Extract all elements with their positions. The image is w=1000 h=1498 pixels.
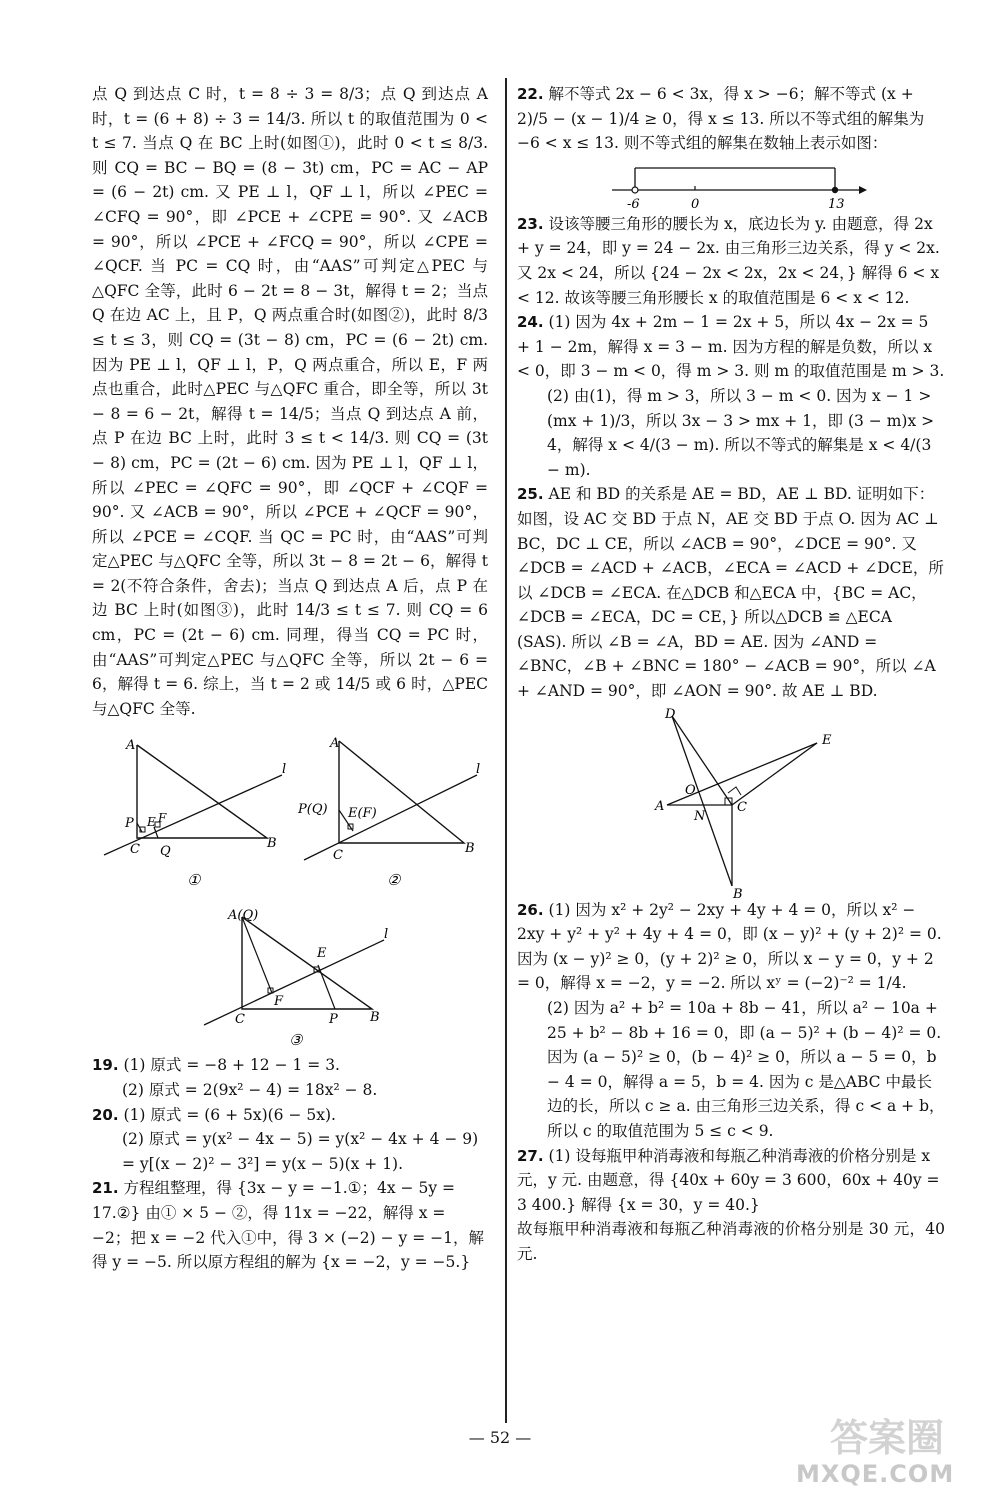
fig25-label-C: C	[737, 799, 747, 815]
fig1-label-C: C	[130, 842, 140, 858]
question-26-part1: (1) 因为 x² + 2y² − 2xy + 4y + 4 = 0，所以 x² − 2xy + y² + y² + 4y + 4 = 0，即 (x − y)² + (y + 2)² = 0. 因为 (x − y)² ≥ 0，(y + 2)² ≥ 0，所以 x − y = 0，y + 2 = 0，解得 x = −2，y = −2. 所以 xʸ = (−2)⁻² = 1/4.	[517, 900, 942, 993]
fig3-label-l: l	[384, 927, 389, 943]
question-22-text: 解不等式 2x − 6 < 3x，得 x > −6；解不等式 (x + 2)/5 − (x − 1)/4 ≥ 0，得 x ≤ 13. 所以不等式组的解集为 −6 < x ≤ 13. 则不等式组的解集在数轴上表示如图：	[517, 85, 925, 153]
fig3-line-l	[204, 940, 384, 1028]
fig3-label-E: E	[317, 946, 327, 962]
fig2-label-A: A	[330, 736, 340, 752]
question-26-part2: (2) 因为 a² + b² = 10a + 8b − 41，所以 a² − 10a + 25 + b² − 8b + 16 = 0，即 (a − 5)² + (b − 4)² = 0. 因为 (a − 5)² ≥ 0，(b − 4)² ≥ 0，所以 a − 5 = 0，b − 4 = 0，解得 a = 5，b = 4. 因为 c 是△ABC 中最长边的长，所以 c ≥ a. 由三角形三边关系，得 c < a + b，所以 c 的取值范围为 5 ≤ c < 9.	[547, 999, 945, 1140]
question-24	[517, 310, 945, 482]
watermark	[790, 1405, 980, 1490]
question-22-number: 22.	[517, 85, 544, 103]
figure-1-2-svg	[92, 735, 488, 895]
fig2-label-l: l	[476, 762, 481, 778]
question-20-number: 20.	[92, 1105, 119, 1124]
fig3-label-P: P	[329, 1012, 338, 1028]
number-line-figure	[517, 160, 945, 212]
fig1-label-F: F	[158, 811, 167, 826]
closed-circle-13	[832, 187, 838, 193]
fig25-label-N: N	[694, 808, 706, 824]
fig2-label-C: C	[333, 848, 343, 864]
fig1-caption: ①	[187, 871, 201, 890]
question-20-part1: (1) 原式 = (6 + 5x)(6 − 5x).	[123, 1105, 336, 1124]
tick-label-0: 0	[691, 196, 700, 212]
figure-25	[517, 708, 945, 898]
fig2-triangle	[339, 741, 464, 843]
question-24-part1: (1) 因为 4x + 2m − 1 = 2x + 5，所以 4x − 2x = 5 + 1 − 2m，解得 x = 3 − m. 因为方程的解是负数，所以 x < 0，即 3 − m < 0，得 m > 3. 则 m 的取值范围是 m > 3.	[517, 313, 945, 381]
question-23-number: 23.	[517, 214, 544, 233]
fig3-label-AQ: A(Q)	[228, 908, 259, 924]
number-line-svg	[517, 160, 945, 212]
question-19-number: 19.	[92, 1056, 119, 1075]
fig2-label-PQ: P(Q)	[298, 802, 328, 818]
tick-label-minus6: -6	[627, 196, 640, 212]
fig1-label-P: P	[125, 816, 134, 832]
question-27-number: 27.	[517, 1146, 544, 1165]
fig25-label-O: O	[685, 782, 696, 798]
fig2-line-l	[304, 775, 477, 860]
page-number: — 52 —	[468, 1428, 532, 1447]
watermark-logo: 答案圈	[830, 1416, 945, 1460]
question-24-part2: (2) 由(1)，得 m > 3，所以 3 − m < 0. 因为 x − 1 > (mx + 1)/3，所以 3x − 3 > mx + 1，即 (3 − m)x > 4，解得 x < 4/(3 − m). 所以不等式的解集是 x < 4/(3 − m).	[547, 386, 935, 479]
fig2-label-EF: E(F)	[348, 806, 377, 822]
figure-1	[104, 738, 286, 859]
fig1-label-B: B	[267, 836, 277, 852]
question-27-part1: (1) 设每瓶甲种消毒液和每瓶乙种消毒液的价格分别是 x 元，y 元. 由题意，得 {40x + 60y = 3 600，60x + 40y = 3 400.} 解得 {x = 30，y = 40.}	[517, 1146, 940, 1214]
right-column	[517, 82, 945, 1267]
question-19-part2: (2) 原式 = 2(9x² − 4) = 18x² − 8.	[122, 1081, 378, 1100]
fig25-segment-dc	[672, 716, 732, 805]
question-20	[92, 1103, 488, 1177]
question-25	[517, 482, 945, 703]
fig25-segment-db	[672, 716, 732, 886]
question-20-part2: (2) 原式 = y(x² − 4x − 5) = y(x² − 4x + 4 − 9) = y[(x − 2)² − 3²] = y(x − 5)(x + 1).	[122, 1130, 479, 1173]
column-divider	[505, 78, 507, 1423]
question-23	[517, 212, 945, 310]
figure-3-svg	[92, 905, 488, 1053]
fig3-label-B: B	[370, 1010, 380, 1026]
figures-1-2	[92, 735, 488, 895]
question-19-part1: (1) 原式 = −8 + 12 − 1 = 3.	[123, 1056, 340, 1075]
fig25-label-A: A	[655, 798, 665, 814]
fig2-caption: ②	[387, 871, 401, 890]
fig25-segment-ce	[732, 743, 817, 805]
fig25-label-E: E	[822, 732, 832, 748]
figure-25-svg	[517, 708, 945, 898]
question-25-number: 25.	[517, 485, 544, 504]
question-27-part2: 故每瓶甲种消毒液和每瓶乙种消毒液的价格分别是 30 元，40 元.	[517, 1220, 945, 1263]
figure-3	[92, 905, 488, 1053]
question-22	[517, 82, 945, 156]
number-line-arrow	[859, 186, 867, 194]
question-23-text: 设该等腰三角形的腰长为 x，底边长为 y. 由题意，得 2x + y = 24，即 y = 24 − 2x. 由三角形三边关系，得 y < 2x. 又 2x < 24，所以 {24 − 2x < 2x，2x < 24，} 解得 6 < x < 12. 故该等腰三角形腰长 x 的取值范围是 6 < x < 12.	[517, 214, 940, 307]
question-21-text: 方程组整理，得 {3x − y = −1.①；4x − 5y = 17.②} 由① × 5 − ②，得 11x = −22，解得 x = −2；把 x = −2 代入①中，得 3 × (−2) − y = −1，解得 y = −5. 所以原方程组的解为 {x = −2，y = −5.}	[92, 1179, 484, 1272]
question-19	[92, 1053, 488, 1102]
question-21	[92, 1176, 488, 1274]
fig1-triangle	[137, 745, 267, 838]
fig25-label-B: B	[733, 886, 743, 898]
left-column	[92, 82, 488, 1275]
question-26	[517, 898, 945, 1144]
question-24-number: 24.	[517, 313, 544, 332]
fig3-caption: ③	[289, 1031, 303, 1050]
tick-label-13: 13	[828, 196, 845, 212]
question-27	[517, 1144, 945, 1267]
question-26-number: 26.	[517, 900, 544, 919]
fig1-label-A: A	[126, 738, 136, 754]
figure-2	[297, 736, 480, 863]
fig2-label-B: B	[465, 841, 475, 857]
fig25-right-angle-dce	[728, 787, 741, 795]
fig3-triangle	[242, 917, 372, 1009]
solution-18-continued: 点 Q 到达点 C 时，t = 8 ÷ 3 = 8/3；点 Q 到达点 A 时，t = (6 + 8) ÷ 3 = 14/3. 所以 t 的取值范围为 0 < t ≤ 7. 当点 Q 在 BC 上时(如图①)，此时 0 < t ≤ 8/3. 则 CQ = BC − BQ = (8 − 3t) cm，PC = AC − AP = (6 − 2t) cm. 又 PE ⊥ l，QF ⊥ l，所以 ∠PEC = ∠CFQ = 90°，即 ∠PCE + ∠CPE = 90°. 又 ∠ACB = 90°，所以 ∠PCE + ∠FCQ = 90°，所以 ∠CPE = ∠QCF. 当 PC = CQ 时，由“AAS”可判定△PEC 与△QFC 全等，此时 6 − 2t = 8 − 3t，解得 t = 2；当点 Q 在边 AC 上，且 P，Q 两点重合时(如图②)，此时 8/3 ≤ t ≤ 3，则 CQ = (3t − 8) cm，PC = (6 − 2t) cm. 因为 PE ⊥ l，QF ⊥ l，P，Q 两点重合，所以 E，F 两点也重合，此时△PEC 与△QFC 重合，即全等，所以 3t − 8 = 6 − 2t，解得 t = 14/5；当点 Q 到达点 A 前，点 P 在边 BC 上时，此时 3 ≤ t < 14/3. 则 CQ = (3t − 8) cm，PC = (2t − 6) cm. 因为 PE ⊥ l，QF ⊥ l，所以 ∠PEC = ∠QFC = 90°，即 ∠QCF + ∠CQF = 90°. 又 ∠ACB = 90°，所以 ∠PCE + ∠QCF = 90°，所以 ∠PCE = ∠CQF. 当 QC = PC 时，由“AAS”可判定△PEC 与△QFC 全等，所以 3t − 8 = 2t − 6，解得 t = 2(不符合条件，舍去)；当点 Q 到达点 A 后，点 P 在边 BC 上时(如图③)，此时 14/3 ≤ t ≤ 7. 则 CQ = 6 cm，PC = (2t − 6) cm. 同理，得当 CQ = PC 时，由“AAS”可判定△PEC 与△QFC 全等，所以 2t − 6 = 6，解得 t = 6. 综上，当 t = 2 或 14/5 或 6 时，△PEC 与△QFC 全等.	[92, 85, 488, 718]
fig1-label-l: l	[282, 762, 287, 778]
fig1-label-E: E	[147, 815, 156, 830]
watermark-url: MXQE.COM	[796, 1460, 955, 1488]
fig3-label-F: F	[274, 994, 284, 1010]
fig1-label-Q: Q	[160, 844, 171, 860]
question-25-text: AE 和 BD 的关系是 AE = BD，AE ⊥ BD. 证明如下：如图，设 AC 交 BD 于点 N，AE 交 BD 于点 O. 因为 AC ⊥ BC，DC ⊥ CE，所以 ∠ACB = 90°，∠DCE = 90°. 又 ∠DCB = ∠ACD + ∠ACB，∠ECA = ∠ACD + ∠DCE，所以 ∠DCB = ∠ECA. 在△DCB 和△ECA 中，{BC = AC，∠DCB = ∠ECA，DC = CE，} 所以△DCB ≌ △ECA (SAS). 所以 ∠B = ∠A，BD = AE. 因为 ∠AND = ∠BNC，∠B + ∠BNC = 180° − ∠ACB = 90°，所以 ∠A + ∠AND = 90°，即 ∠AON = 90°. 故 AE ⊥ BD.	[517, 485, 944, 701]
question-21-number: 21.	[92, 1179, 119, 1198]
fig25-label-D: D	[665, 707, 676, 722]
fig3-label-C: C	[235, 1012, 245, 1028]
open-circle-minus6	[632, 187, 638, 193]
fig3-pe	[318, 965, 335, 1009]
